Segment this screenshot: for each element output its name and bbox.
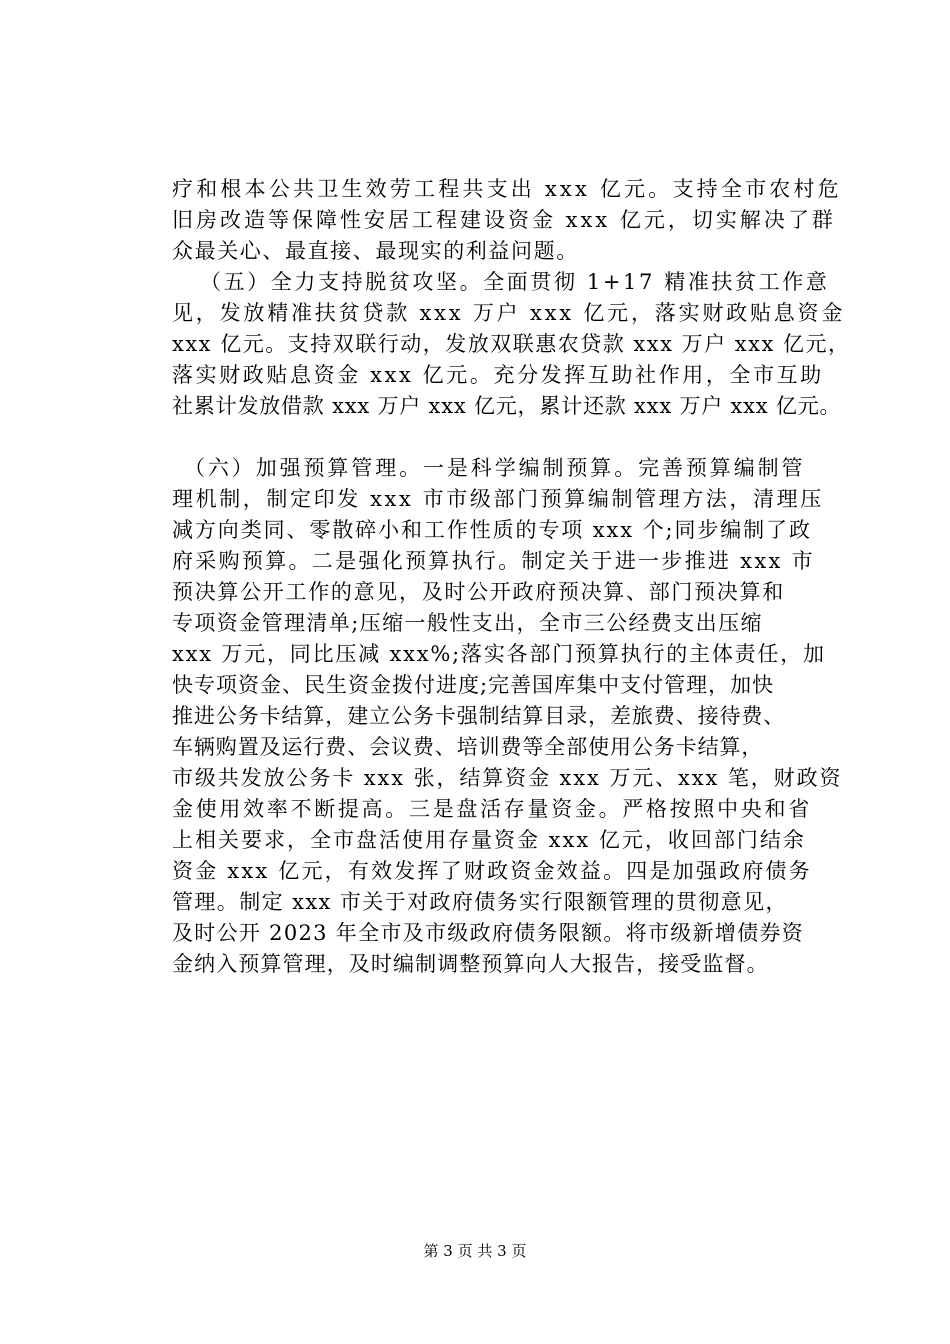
text-line: 及时公开 2023 年全市及市级政府债务限额。将市级新增债券资 bbox=[172, 921, 805, 945]
paragraph-health-housing bbox=[172, 174, 862, 267]
page-number: 第 3 页 共 3 页 bbox=[423, 1242, 527, 1260]
text-line: 资金 xxx 亿元，有效发挥了财政资金效益。四是加强政府债务 bbox=[172, 859, 812, 883]
text-line: 疗和根本公共卫生效劳工程共支出 xxx 亿元。支持全市农村危 bbox=[172, 177, 842, 201]
paragraph-poverty-alleviation bbox=[172, 267, 862, 422]
text-line: 府采购预算。二是强化预算执行。制定关于进一步推进 xxx 市 bbox=[172, 549, 815, 573]
text-line: （五）全力支持脱贫攻坚。全面贯彻 1+17 精准扶贫工作意 bbox=[200, 270, 830, 294]
text-line: xxx 亿元。支持双联行动，发放双联惠农贷款 xxx 万户 xxx 亿元， bbox=[172, 332, 851, 356]
text-line: 社累计发放借款 xxx 万户 xxx 亿元，累计还款 xxx 万户 xxx 亿元。 bbox=[172, 394, 842, 418]
text-line: 专项资金管理清单;压缩一般性支出，全市三公经费支出压缩 bbox=[172, 611, 763, 635]
text-line: 市级共发放公务卡 xxx 张，结算资金 xxx 万元、xxx 笔，财政资 bbox=[172, 766, 843, 790]
page-footer bbox=[0, 1241, 950, 1261]
text-line: 减方向类同、零散碎小和工作性质的专项 xxx 个;同步编制了政 bbox=[172, 518, 812, 542]
text-line: xxx 万元，同比压减 xxx%;落实各部门预算执行的主体责任，加 bbox=[172, 642, 826, 666]
document-body bbox=[172, 174, 862, 980]
text-line: 见，发放精准扶贫贷款 xxx 万户 xxx 亿元，落实财政贴息资金 bbox=[172, 301, 846, 325]
paragraph-budget-management bbox=[172, 453, 862, 980]
text-line: 推进公务卡结算，建立公务卡强制结算目录，差旅费、接待费、 bbox=[172, 704, 786, 728]
text-line: 上相关要求，全市盘活使用存量资金 xxx 亿元，收回部门结余 bbox=[172, 828, 806, 852]
paragraph-spacer bbox=[172, 422, 862, 453]
text-line: 众最关心、最直接、最现实的利益问题。 bbox=[172, 239, 579, 263]
text-line: 快专项资金、民生资金拨付进度;完善国库集中支付管理，加快 bbox=[172, 673, 775, 697]
text-line: 理机制，制定印发 xxx 市市级部门预算编制管理方法，清理压 bbox=[172, 487, 824, 511]
text-line: 旧房改造等保障性安居工程建设资金 xxx 亿元，切实解决了群 bbox=[172, 208, 836, 232]
text-line: 金使用效率不断提高。三是盘活存量资金。严格按照中央和省 bbox=[172, 797, 812, 821]
text-line: 落实财政贴息资金 xxx 亿元。充分发挥互助社作用，全市互助 bbox=[172, 363, 824, 387]
text-line: （六）加强预算管理。一是科学编制预算。完善预算编制管 bbox=[184, 456, 806, 480]
text-line: 管理。制定 xxx 市关于对政府债务实行限额管理的贯彻意见， bbox=[172, 890, 788, 914]
text-line: 预决算公开工作的意见，及时公开政府预决算、部门预决算和 bbox=[172, 580, 785, 604]
text-line: 车辆购置及运行费、会议费、培训费等全部使用公务卡结算， bbox=[172, 735, 764, 759]
text-line: 金纳入预算管理，及时编制调整预算向人大报告，接受监督。 bbox=[172, 952, 769, 976]
